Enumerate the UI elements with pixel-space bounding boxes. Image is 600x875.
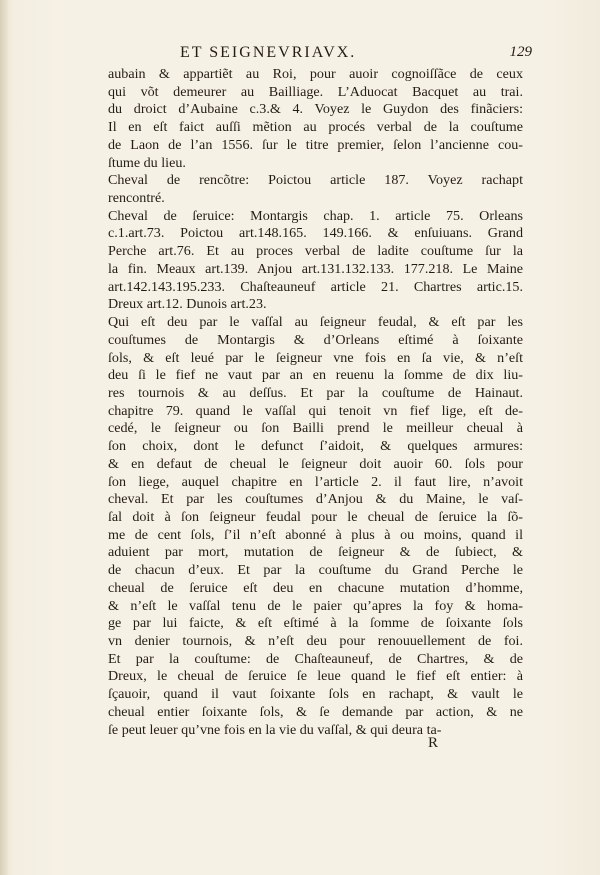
text-line: Il en eſt faict auſſi mẽtion au procés verbal de la couſtume [108, 119, 523, 136]
text-line: rencontré. [108, 190, 165, 207]
text-line: Cheval de ſeruice: Montargis chap. 1. article 75. Orleans [108, 207, 523, 224]
text-line: cheual entier ſoixante ſols, & ſe demande par action, & ne [108, 703, 523, 720]
body-text [108, 66, 523, 739]
text-line: Perche art.76. Et au proces verbal de ladite couſtume ſur la [108, 243, 523, 260]
text-line: deu ſi le fief ne vaut par an en reuenu la ſomme de dix liu- [108, 367, 523, 384]
text-line: Cheval de rencõtre: Poictou article 187. Voyez rachapt [108, 172, 523, 189]
text-line: cedé, le ſeigneur ou ſon Bailli prend le meilleur cheual à [108, 420, 523, 437]
text-line: c.1.art.73. Poictou art.148.165. 149.166. & enſuiuans. Grand [108, 225, 523, 242]
running-head: ET SEIGNEVRIAVX. [180, 44, 357, 61]
text-line: ſe peut leuer qu’vne fois en la vie du vaſſal, & qui deura ta- [108, 721, 442, 738]
text-line: cheval. Et par les couſtumes d’Anjou & du Maine, le vaſ- [108, 491, 523, 508]
text-line: qui võt demeurer au Bailliage. L’Aduocat Bacquet au trai. [108, 83, 523, 100]
text-line: Dreux, le cheual de ſeruice ſe leue quand le fief eſt entier: à [108, 668, 523, 685]
text-line: aubain & appartiẽt au Roi, pour auoir cognoiſſãce de ceux [108, 66, 523, 82]
text-line: la fin. Meaux art.139. Anjou art.131.132.133. 177.218. Le Maine [108, 260, 523, 277]
text-line: de chacun d’eux. Et par la couſtume du Grand Perche le [108, 562, 523, 579]
text-line: cheual de ſeruice eſt deu en chacune mutation d’homme, [108, 579, 523, 596]
text-line: aduient par mort, mutation de ſeigneur & de ſubiect, & [108, 544, 523, 561]
page-header [180, 44, 532, 66]
text-line: ge par lui faicte, & eſt eſtimé à la ſomme de ſoixante ſols [108, 615, 523, 632]
text-line: Dreux art.12. Dunois art.23. [108, 296, 267, 313]
page-gutter [0, 0, 8, 875]
page-number: 129 [509, 44, 532, 60]
text-line: ſols, & eſt leué par le ſeigneur vne fois en ſa vie, & n’eſt [108, 349, 523, 366]
text-line: ſon choix, dont le defunct ſ’aidoit, & quelques armures: [108, 438, 523, 455]
text-line: me de cent ſols, ſ’il n’eſt abonné à plus à ou moins, quand il [108, 526, 523, 543]
text-line: du droict d’Aubaine c.3.& 4. Voyez le Guydon des finãciers: [108, 101, 523, 118]
text-line: ſçauoir, quand il vaut ſoixante ſols en rachapt, & vault le [108, 686, 523, 703]
text-line: ſtume du lieu. [108, 154, 186, 171]
text-line: chapitre 79. quand le vaſſal qui tenoit vn fief lige, eſt de- [108, 402, 523, 419]
text-line: & en defaut de cheual le ſeigneur doit auoir 60. ſols pour [108, 455, 523, 472]
text-line: art.142.143.195.233. Chaſteauneuf article 21. Chartres artic.15. [108, 278, 523, 295]
text-line: & n’eſt le vaſſal tenu de le paier qu’apres la foy & homa- [108, 597, 523, 614]
catchword: R [428, 735, 439, 751]
text-line: vn denier tournois, & n’eſt deu pour renouuellement de foi. [108, 633, 523, 649]
text-line: ſal doit à ſon ſeigneur feudal pour le cheual de ſeruice la ſõ- [108, 508, 523, 525]
text-line: couſtumes de Montargis & d’Orleans eſtimé à ſoixante [108, 331, 523, 348]
text-line: Et par la couſtume: de Chaſteauneuf, de Chartres, & de [108, 650, 523, 667]
text-line: Qui eſt deu par le vaſſal au ſeigneur feudal, & eſt par les [108, 314, 523, 331]
text-line: res tournois & au deſſus. Et par la couſtume de Hainaut. [108, 384, 523, 401]
text-line: ſon liege, auquel chapitre en l’article 2. il faut lire, n’avoit [108, 473, 523, 490]
text-line: de Laon de l’an 1556. ſur le titre premier, ſelon l’ancienne cou- [108, 136, 523, 153]
